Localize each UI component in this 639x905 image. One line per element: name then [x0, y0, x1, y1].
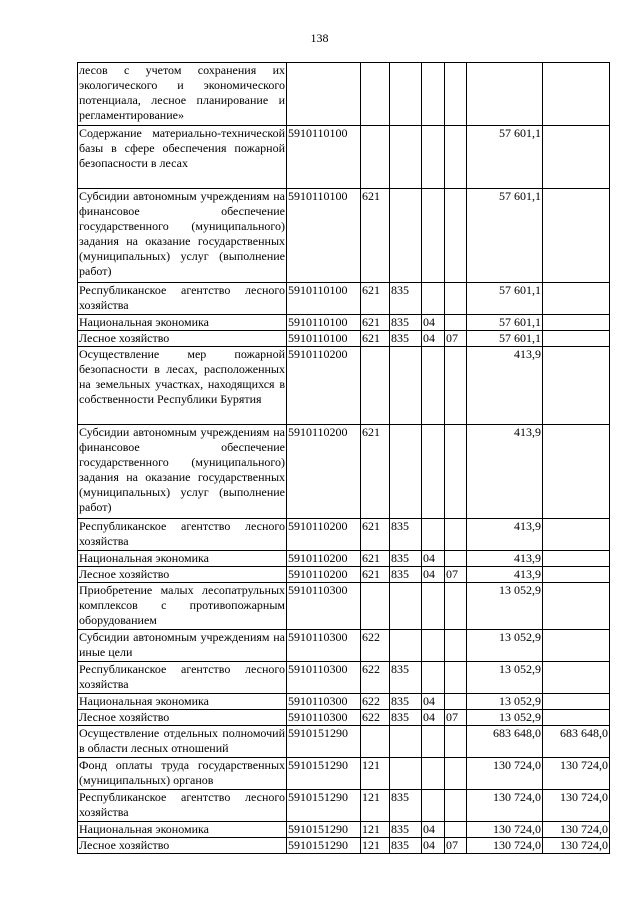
row-name-cell: Лесное хозяйство: [78, 331, 287, 347]
row-rz-cell: [422, 63, 445, 126]
row-sum-1-cell: 130 724,0: [467, 790, 543, 822]
row-sum-1-cell: 13 052,9: [467, 662, 543, 694]
row-vr-cell: 621: [361, 551, 390, 567]
row-name-cell: лесов с учетом сохранения их экологического и экономического потенциала, лесное планирование и регламентирование»: [78, 63, 287, 126]
row-csr-cell: 5910151290: [287, 838, 361, 854]
row-csr-cell: 5910110300: [287, 630, 361, 662]
row-rz-cell: [422, 630, 445, 662]
row-pr-cell: [445, 694, 467, 710]
row-sum-2-cell: 683 648,0: [543, 726, 610, 758]
row-pr-cell: [445, 726, 467, 758]
row-pr-cell: [445, 126, 467, 189]
row-pr-cell: [445, 662, 467, 694]
row-csr-cell: 5910110200: [287, 567, 361, 583]
row-pr-cell: [445, 63, 467, 126]
row-grbs-cell: [390, 630, 422, 662]
row-vr-cell: 622: [361, 710, 390, 726]
row-csr-cell: 5910110100: [287, 315, 361, 331]
budget-table: [77, 62, 610, 854]
row-csr-cell: [287, 63, 361, 126]
row-rz-cell: [422, 758, 445, 790]
row-vr-cell: 621: [361, 519, 390, 551]
row-pr-cell: [445, 519, 467, 551]
row-sum-1-cell: 13 052,9: [467, 583, 543, 630]
row-grbs-cell: [390, 126, 422, 189]
row-rz-cell: 04: [422, 822, 445, 838]
row-rz-cell: 04: [422, 838, 445, 854]
table-row: [78, 662, 610, 694]
row-csr-cell: 5910110200: [287, 551, 361, 567]
row-vr-cell: 621: [361, 425, 390, 519]
row-grbs-cell: [390, 758, 422, 790]
row-sum-2-cell: 130 724,0: [543, 822, 610, 838]
row-csr-cell: 5910110200: [287, 347, 361, 425]
row-vr-cell: 121: [361, 790, 390, 822]
row-vr-cell: [361, 726, 390, 758]
row-rz-cell: 04: [422, 694, 445, 710]
row-rz-cell: [422, 425, 445, 519]
row-grbs-cell: 835: [390, 710, 422, 726]
row-pr-cell: 07: [445, 710, 467, 726]
row-grbs-cell: [390, 189, 422, 283]
row-grbs-cell: 835: [390, 662, 422, 694]
row-name-cell: Субсидии автономным учреждениям на финансовое обеспечение государственного (муниципального) задания на оказание государственных (муниципальных) услуг (выполнение работ): [78, 425, 287, 519]
row-grbs-cell: [390, 347, 422, 425]
row-sum-1-cell: 57 601,1: [467, 283, 543, 315]
row-sum-1-cell: 130 724,0: [467, 822, 543, 838]
row-vr-cell: 621: [361, 315, 390, 331]
row-rz-cell: [422, 726, 445, 758]
row-sum-2-cell: [543, 347, 610, 425]
row-csr-cell: 5910151290: [287, 758, 361, 790]
row-name-cell: Национальная экономика: [78, 551, 287, 567]
row-sum-1-cell: 13 052,9: [467, 694, 543, 710]
table-row: [78, 726, 610, 758]
row-pr-cell: [445, 189, 467, 283]
row-name-cell: Лесное хозяйство: [78, 567, 287, 583]
row-grbs-cell: [390, 425, 422, 519]
row-sum-2-cell: [543, 567, 610, 583]
row-pr-cell: [445, 315, 467, 331]
row-pr-cell: [445, 790, 467, 822]
row-sum-1-cell: 57 601,1: [467, 315, 543, 331]
row-name-cell: Осуществление отдельных полномочий в области лесных отношений: [78, 726, 287, 758]
row-csr-cell: 5910110300: [287, 583, 361, 630]
row-rz-cell: 04: [422, 710, 445, 726]
table-row: [78, 425, 610, 519]
row-vr-cell: 621: [361, 331, 390, 347]
row-name-cell: Осуществление мер пожарной безопасности в лесах, расположенных на земельных участках, находящихся в собственности Республики Бурятия: [78, 347, 287, 425]
row-rz-cell: [422, 283, 445, 315]
table-row: [78, 283, 610, 315]
row-sum-1-cell: 130 724,0: [467, 838, 543, 854]
table-row: [78, 758, 610, 790]
row-name-cell: Национальная экономика: [78, 694, 287, 710]
row-sum-1-cell: [467, 63, 543, 126]
row-grbs-cell: 835: [390, 283, 422, 315]
row-csr-cell: 5910151290: [287, 726, 361, 758]
row-name-cell: Республиканское агентство лесного хозяйства: [78, 283, 287, 315]
row-pr-cell: [445, 425, 467, 519]
row-grbs-cell: 835: [390, 822, 422, 838]
row-grbs-cell: 835: [390, 790, 422, 822]
row-vr-cell: [361, 583, 390, 630]
table-row: [78, 347, 610, 425]
row-csr-cell: 5910151290: [287, 790, 361, 822]
row-pr-cell: [445, 583, 467, 630]
row-grbs-cell: [390, 63, 422, 126]
row-rz-cell: [422, 662, 445, 694]
row-vr-cell: 121: [361, 838, 390, 854]
row-rz-cell: 04: [422, 315, 445, 331]
row-grbs-cell: 835: [390, 519, 422, 551]
table-row: [78, 694, 610, 710]
row-vr-cell: 622: [361, 630, 390, 662]
row-sum-2-cell: 130 724,0: [543, 758, 610, 790]
row-csr-cell: 5910110200: [287, 425, 361, 519]
row-sum-2-cell: [543, 425, 610, 519]
row-csr-cell: 5910151290: [287, 822, 361, 838]
row-pr-cell: 07: [445, 567, 467, 583]
row-name-cell: Субсидии автономным учреждениям на иные цели: [78, 630, 287, 662]
row-sum-2-cell: [543, 694, 610, 710]
row-name-cell: Национальная экономика: [78, 315, 287, 331]
table-row: [78, 630, 610, 662]
row-vr-cell: [361, 126, 390, 189]
row-pr-cell: [445, 283, 467, 315]
budget-table-body: [78, 63, 610, 854]
row-csr-cell: 5910110300: [287, 710, 361, 726]
row-rz-cell: [422, 583, 445, 630]
row-csr-cell: 5910110100: [287, 189, 361, 283]
row-pr-cell: [445, 758, 467, 790]
row-sum-2-cell: [543, 331, 610, 347]
row-sum-2-cell: [543, 126, 610, 189]
row-sum-2-cell: [543, 551, 610, 567]
row-vr-cell: 621: [361, 567, 390, 583]
row-pr-cell: [445, 347, 467, 425]
row-sum-2-cell: 130 724,0: [543, 790, 610, 822]
row-vr-cell: 621: [361, 283, 390, 315]
row-name-cell: Субсидии автономным учреждениям на финансовое обеспечение государственного (муниципального) задания на оказание государственных (муниципальных) услуг (выполнение работ): [78, 189, 287, 283]
row-grbs-cell: 835: [390, 567, 422, 583]
row-sum-1-cell: 413,9: [467, 425, 543, 519]
row-rz-cell: [422, 790, 445, 822]
row-name-cell: Лесное хозяйство: [78, 710, 287, 726]
row-csr-cell: 5910110100: [287, 283, 361, 315]
row-sum-2-cell: [543, 662, 610, 694]
row-vr-cell: [361, 63, 390, 126]
row-grbs-cell: 835: [390, 694, 422, 710]
table-row: [78, 822, 610, 838]
row-sum-1-cell: 13 052,9: [467, 710, 543, 726]
row-sum-1-cell: 413,9: [467, 567, 543, 583]
page-number: 138: [310, 31, 329, 45]
row-name-cell: Республиканское агентство лесного хозяйства: [78, 790, 287, 822]
table-row: [78, 567, 610, 583]
row-sum-1-cell: 130 724,0: [467, 758, 543, 790]
row-sum-2-cell: [543, 583, 610, 630]
row-pr-cell: 07: [445, 838, 467, 854]
row-name-cell: Лесное хозяйство: [78, 838, 287, 854]
row-sum-2-cell: [543, 630, 610, 662]
row-rz-cell: [422, 347, 445, 425]
row-csr-cell: 5910110100: [287, 331, 361, 347]
row-rz-cell: 04: [422, 331, 445, 347]
row-grbs-cell: 835: [390, 331, 422, 347]
row-name-cell: Национальная экономика: [78, 822, 287, 838]
row-sum-1-cell: 413,9: [467, 519, 543, 551]
table-row: [78, 583, 610, 630]
row-csr-cell: 5910110300: [287, 694, 361, 710]
row-pr-cell: [445, 822, 467, 838]
row-vr-cell: 622: [361, 694, 390, 710]
row-sum-1-cell: 413,9: [467, 551, 543, 567]
row-grbs-cell: 835: [390, 315, 422, 331]
row-grbs-cell: 835: [390, 551, 422, 567]
row-sum-2-cell: [543, 519, 610, 551]
row-sum-2-cell: [543, 315, 610, 331]
row-name-cell: Приобретение малых лесопатрульных комплексов с противопожарным оборудованием: [78, 583, 287, 630]
table-row: [78, 189, 610, 283]
row-sum-1-cell: 57 601,1: [467, 189, 543, 283]
row-rz-cell: [422, 519, 445, 551]
row-csr-cell: 5910110300: [287, 662, 361, 694]
row-vr-cell: 121: [361, 758, 390, 790]
table-row: [78, 838, 610, 854]
row-sum-1-cell: 413,9: [467, 347, 543, 425]
row-sum-2-cell: [543, 283, 610, 315]
row-sum-1-cell: 683 648,0: [467, 726, 543, 758]
row-sum-1-cell: 57 601,1: [467, 331, 543, 347]
row-rz-cell: [422, 126, 445, 189]
row-rz-cell: [422, 189, 445, 283]
row-sum-2-cell: 130 724,0: [543, 838, 610, 854]
row-name-cell: Фонд оплаты труда государственных (муниципальных) органов: [78, 758, 287, 790]
row-sum-2-cell: [543, 710, 610, 726]
row-sum-2-cell: [543, 63, 610, 126]
table-row: [78, 790, 610, 822]
table-row: [78, 331, 610, 347]
table-row: [78, 710, 610, 726]
row-vr-cell: 621: [361, 189, 390, 283]
row-name-cell: Республиканское агентство лесного хозяйства: [78, 662, 287, 694]
row-grbs-cell: [390, 583, 422, 630]
row-sum-1-cell: 57 601,1: [467, 126, 543, 189]
row-sum-1-cell: 13 052,9: [467, 630, 543, 662]
row-pr-cell: [445, 630, 467, 662]
table-row: [78, 519, 610, 551]
row-name-cell: Республиканское агентство лесного хозяйства: [78, 519, 287, 551]
table-row: [78, 63, 610, 126]
row-pr-cell: [445, 551, 467, 567]
row-rz-cell: 04: [422, 551, 445, 567]
row-grbs-cell: [390, 726, 422, 758]
table-row: [78, 551, 610, 567]
row-rz-cell: 04: [422, 567, 445, 583]
row-csr-cell: 5910110200: [287, 519, 361, 551]
row-name-cell: Содержание материально-технической базы в сфере обеспечения пожарной безопасности в лесах: [78, 126, 287, 189]
table-row: [78, 126, 610, 189]
row-csr-cell: 5910110100: [287, 126, 361, 189]
row-sum-2-cell: [543, 189, 610, 283]
row-vr-cell: [361, 347, 390, 425]
row-grbs-cell: 835: [390, 838, 422, 854]
row-vr-cell: 121: [361, 822, 390, 838]
row-pr-cell: 07: [445, 331, 467, 347]
table-row: [78, 315, 610, 331]
row-vr-cell: 622: [361, 662, 390, 694]
